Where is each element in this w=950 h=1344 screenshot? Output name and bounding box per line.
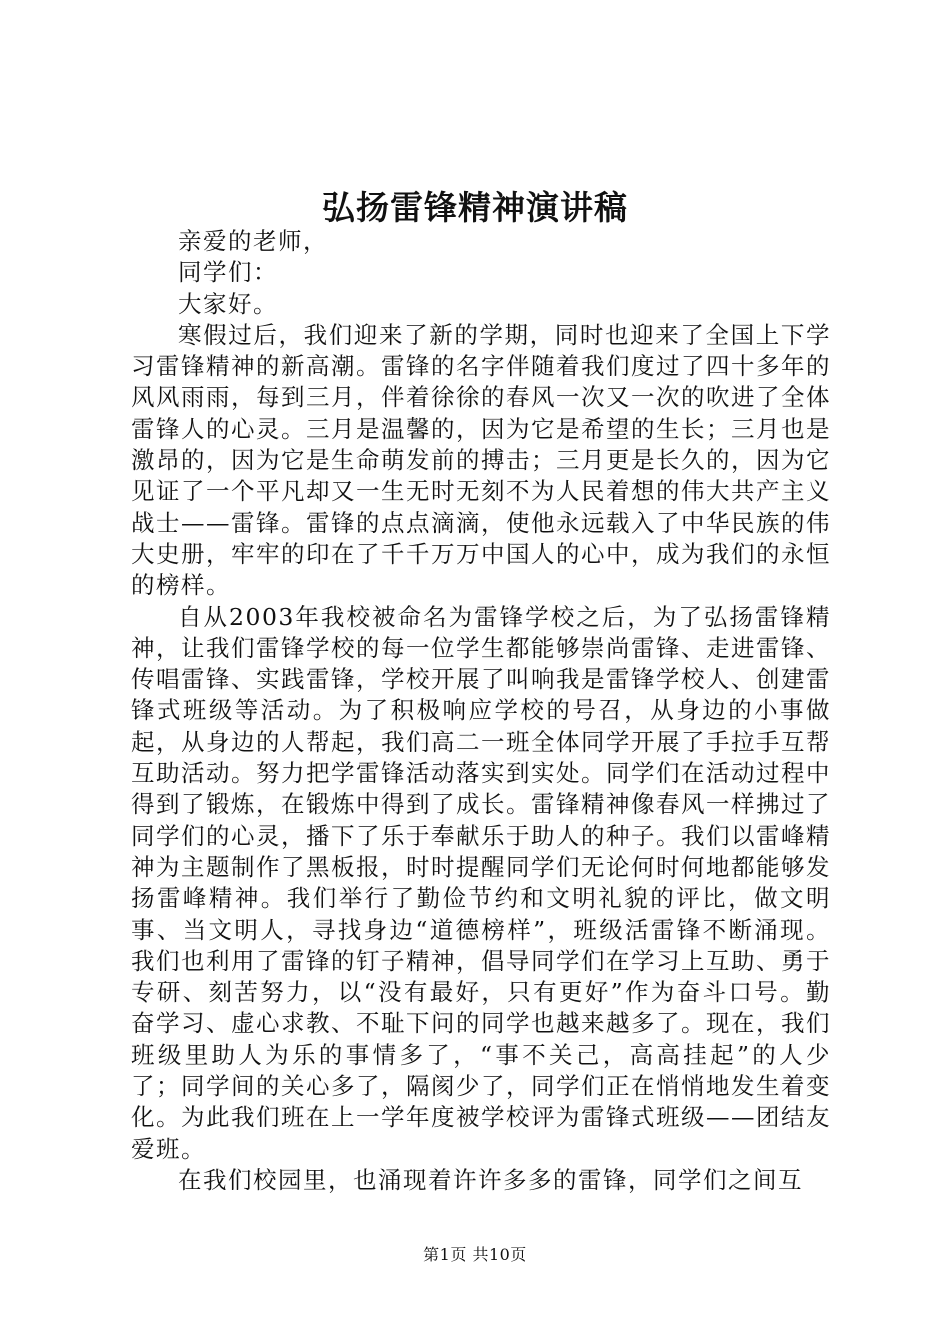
body-paragraph: 在我们校园里，也涌现着许许多多的雷锋，同学们之间互 [178,1165,803,1194]
document-body [131,226,831,1196]
greeting-line: 同学们： [178,258,278,287]
document-title: 弘扬雷锋精神演讲稿 [322,188,628,227]
greeting-line: 亲爱的老师， [178,227,328,255]
body-paragraph: 自从2003年我校被命名为雷锋学校之后，为了弘扬雷锋精神，让我们雷锋学校的每一位学生都能够崇尚雷锋、走进雷锋、传唱雷锋、实践雷锋，学校开展了叫响我是雷锋学校人、创建雷锋式班级等活动。为了积极响应学校的号召，从身边的小事做起，从身边的人帮起，我们高二一班全体同学开展了手拉手互帮互助活动。努力把学雷锋活动落实到实处。同学们在活动过程中得到了锻炼，在锻炼中得到了成长。雷锋精神像春风一样拂过了同学们的心灵，播下了乐于奉献乐于助人的种子。我们以雷峰精神为主题制作了黑板报，时时提醒同学们无论何时何地都能够发扬雷峰精神。我们举行了勤俭节约和文明礼貌的评比，做文明事、当文明人，寻找身边“道德榜样”，班级活雷锋不断涌现。我们也利用了雷锋的钉子精神，倡导同学们在学习上互助、勇于专研、刻苦努力，以“没有最好，只有更好”作为奋斗口号。勤奋学习、虚心求教、不耻下问的同学也越来越多了。现在，我们班级里助人为乐的事情多了，“事不关己，高高挂起”的人少了；同学间的关心多了，隔阂少了，同学们正在悄悄地发生着变化。为此我们班在上一学年度被学校评为雷锋式班级——团结友爱班。 [131,602,831,1163]
page-number-footer: 第1页 共10页 [423,1245,527,1264]
greeting-line: 大家好。 [178,289,278,318]
body-paragraph: 寒假过后，我们迎来了新的学期，同时也迎来了全国上下学习雷锋精神的新高潮。雷锋的名字伴随着我们度过了四十多年的风风雨雨，每到三月，伴着徐徐的春风一次又一次的吹进了全体雷锋人的心灵。三月是温馨的，因为它是希望的生长；三月也是激昂的，因为它是生命萌发前的搏击；三月更是长久的，因为它见证了一个平凡却又一生无时无刻不为人民着想的伟大共产主义战士——雷锋。雷锋的点点滴滴，使他永远载入了中华民族的伟大史册，牢牢的印在了千千万万中国人的心中，成为我们的永恒的榜样。 [131,320,831,600]
